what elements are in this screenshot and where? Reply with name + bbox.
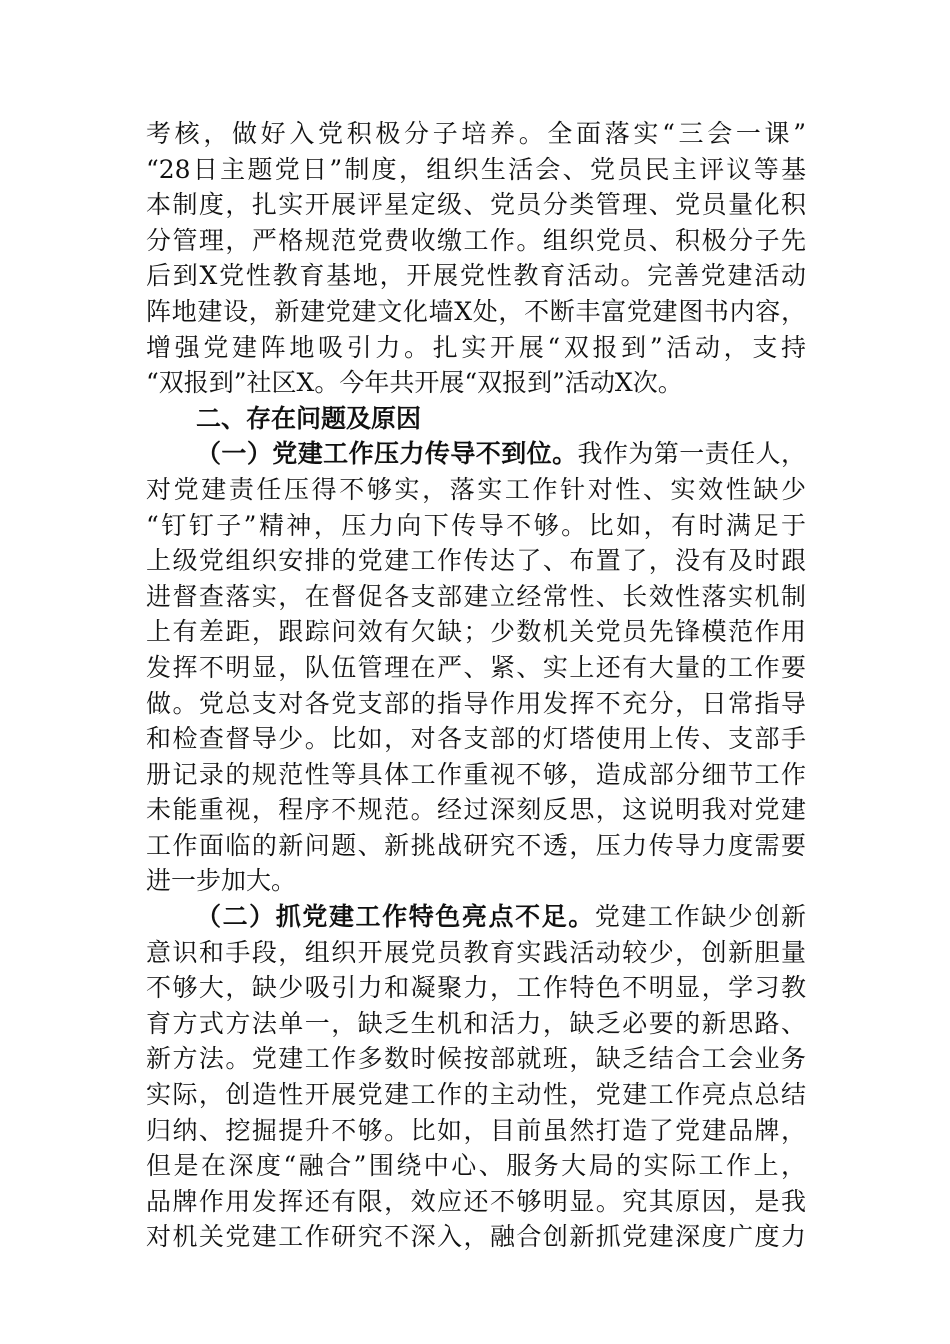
text-line: 做。党总支对各党支部的指导作用发挥不充分，日常指导 [146, 688, 806, 718]
subsection-1 [146, 436, 806, 899]
section-heading: 二、存在问题及原因 [196, 403, 422, 433]
text-line: 考核，做好入党积极分子培养。全面落实“三会一课” [146, 119, 806, 148]
text-line: 增强党建阵地吸引力。扎实开展“双报到”活动，支持 [146, 332, 806, 362]
text-line: 不够大，缺少吸引力和凝聚力，工作特色不明显，学习教 [146, 973, 806, 1003]
text-line: 发挥不明显，队伍管理在严、紧、实上还有大量的工作要 [146, 652, 806, 682]
text-line: 工作面临的新问题、新挑战研究不透，压力传导力度需要 [146, 830, 806, 860]
text-line: 进一步加大。 [146, 866, 297, 896]
text-line: “双报到”社区X。今年共开展“双报到”活动X次。 [146, 368, 683, 398]
text-line: 育方式方法单一，缺乏生机和活力，缺乏必要的新思路、 [146, 1008, 806, 1038]
paragraph-1 [146, 116, 806, 401]
text-fragment: 党建工作缺少创新 [594, 902, 806, 932]
text-line: 对党建责任压得不够实，落实工作针对性、实效性缺少 [146, 474, 806, 504]
text-line: 品牌作用发挥还有限，效应还不够明显。究其原因，是我 [146, 1186, 806, 1216]
text-line: 但是在深度“融合”围绕中心、服务大局的实际工作上， [146, 1151, 806, 1181]
subsection-2 [146, 899, 806, 1255]
text-line: 上有差距，跟踪问效有欠缺；少数机关党员先锋模范作用 [146, 617, 806, 647]
document-page [146, 116, 806, 1255]
text-line: 新方法。党建工作多数时候按部就班，缺乏结合工会业务 [146, 1044, 806, 1074]
text-line: 未能重视，程序不规范。经过深刻反思，这说明我对党建 [146, 795, 806, 825]
subsection-title: （一）党建工作压力传导不到位。 [196, 439, 578, 469]
text-line: “28日主题党日”制度，组织生活会、党员民主评议等基 [146, 154, 806, 184]
text-line: 本制度，扎实开展评星定级、党员分类管理、党员量化积 [146, 190, 806, 220]
text-line: 分管理，严格规范党费收缴工作。组织党员、积极分子先 [146, 225, 806, 255]
text-line: 后到X党性教育基地，开展党性教育活动。完善党建活动 [146, 261, 806, 291]
text-line: 上级党组织安排的党建工作传达了、布置了，没有及时跟 [146, 546, 806, 576]
text-fragment: 我作为第一责任人， [577, 439, 806, 469]
text-line: 册记录的规范性等具体工作重视不够，造成部分细节工作 [146, 759, 806, 789]
subsection-first-line [146, 436, 806, 472]
subsection-first-line [146, 899, 806, 935]
text-line: 归纳、挖掘提升不够。比如，目前虽然打造了党建品牌， [146, 1115, 806, 1145]
text-line: “钉钉子”精神，压力向下传导不够。比如，有时满足于 [146, 510, 806, 540]
text-line: 意识和手段，组织开展党员教育实践活动较少，创新胆量 [146, 937, 806, 967]
text-line: 对机关党建工作研究不深入，融合创新抓党建深度广度力 [146, 1222, 806, 1252]
text-line: 阵地建设，新建党建文化墙X处，不断丰富党建图书内容， [146, 296, 806, 326]
subsection-title: （二）抓党建工作特色亮点不足。 [196, 902, 595, 932]
text-line: 进督查落实，在督促各支部建立经常性、长效性落实机制 [146, 581, 806, 611]
text-line: 和检查督导少。比如，对各支部的灯塔使用上传、支部手 [146, 724, 806, 754]
text-line: 实际，创造性开展党建工作的主动性，党建工作亮点总结 [146, 1080, 806, 1110]
